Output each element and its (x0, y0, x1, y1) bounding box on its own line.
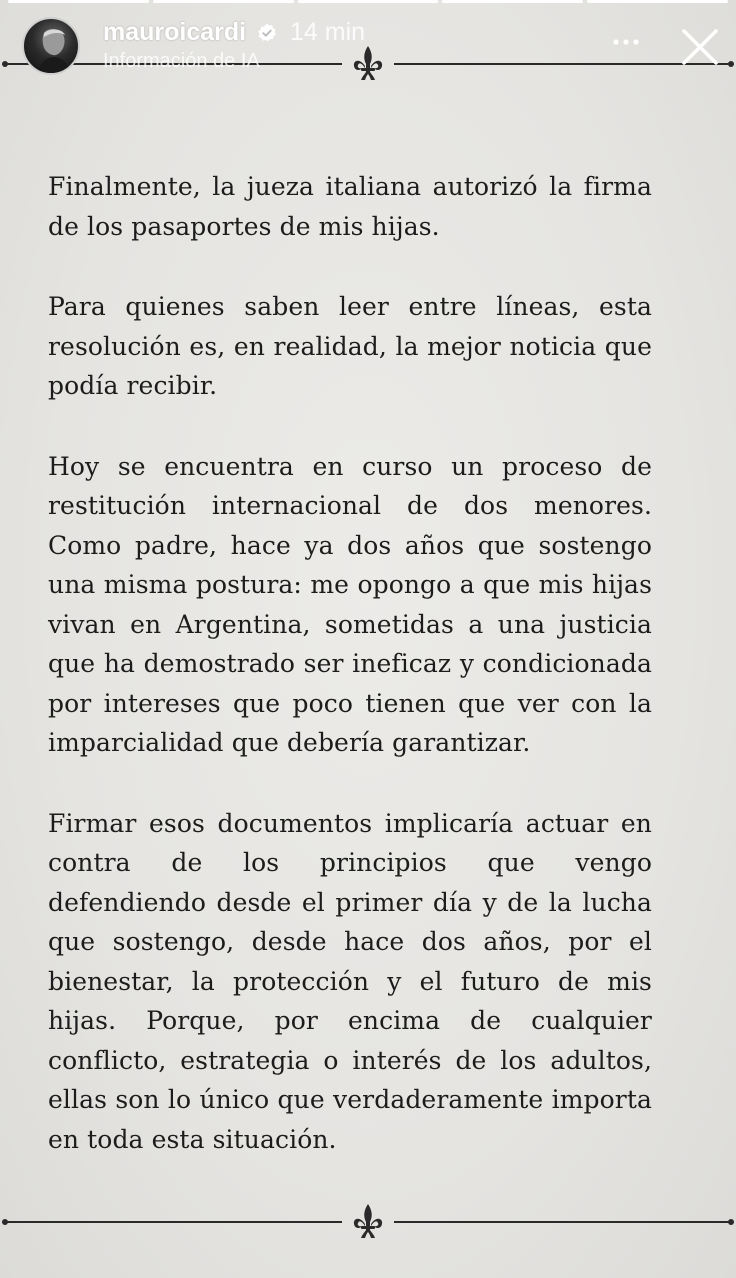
divider-line-right (394, 1221, 730, 1223)
avatar[interactable] (22, 17, 80, 75)
divider-dot (728, 1219, 734, 1225)
bottom-ornament-divider (0, 1202, 736, 1242)
story-progress-bar (8, 0, 728, 3)
progress-segment (8, 0, 149, 3)
more-horizontal-icon[interactable] (608, 30, 644, 54)
post-time: 14 min (290, 18, 366, 46)
progress-segment (153, 0, 294, 3)
paragraph: Para quienes saben leer entre líneas, esta resolución es, en realidad, la mejor noticia que podía recibir. (48, 292, 652, 400)
more-dots (608, 30, 644, 54)
close-icon[interactable] (680, 27, 720, 67)
divider-dot (728, 61, 734, 67)
fleur-de-lis-icon (350, 1202, 386, 1242)
username[interactable]: mauroicardi (103, 18, 247, 46)
progress-segment (298, 0, 439, 3)
paragraph: Firmar esos documentos implicaría actuar en contra de los principios que vengo defendiendo desde el primer día y de la lucha que sostengo, desde hace dos años, por el bienestar, la protección y el futuro de mis hijas. Porque, por encima de cualquier conflicto, estrategia o interés de los adultos, ellas son lo único que verdaderamente importa en toda esta situación. (48, 808, 652, 1154)
paragraph: Finalmente, la jueza italiana autorizó la firma de los pasaportes de mis hijas. (48, 172, 652, 241)
verified-badge-icon (257, 23, 277, 43)
statement-document (48, 167, 652, 1200)
divider-line-left (6, 1221, 342, 1223)
avatar-portrait (24, 19, 78, 73)
story-header (22, 12, 720, 84)
progress-segment (442, 0, 583, 3)
progress-segment (587, 0, 728, 3)
paragraph: Hoy se encuentra en curso un proceso de restitución internacional de dos menores. Como padre, hace ya dos años que sostengo una misma postura: me opongo a que mis hijas vivan en Argentina, sometidas a una justicia que ha demostrado ser ineficaz y condicionada por intereses que poco tienen que ver con la imparcialidad que debería garantizar. (48, 451, 652, 757)
ai-info-label[interactable]: Información de IA (103, 50, 260, 72)
